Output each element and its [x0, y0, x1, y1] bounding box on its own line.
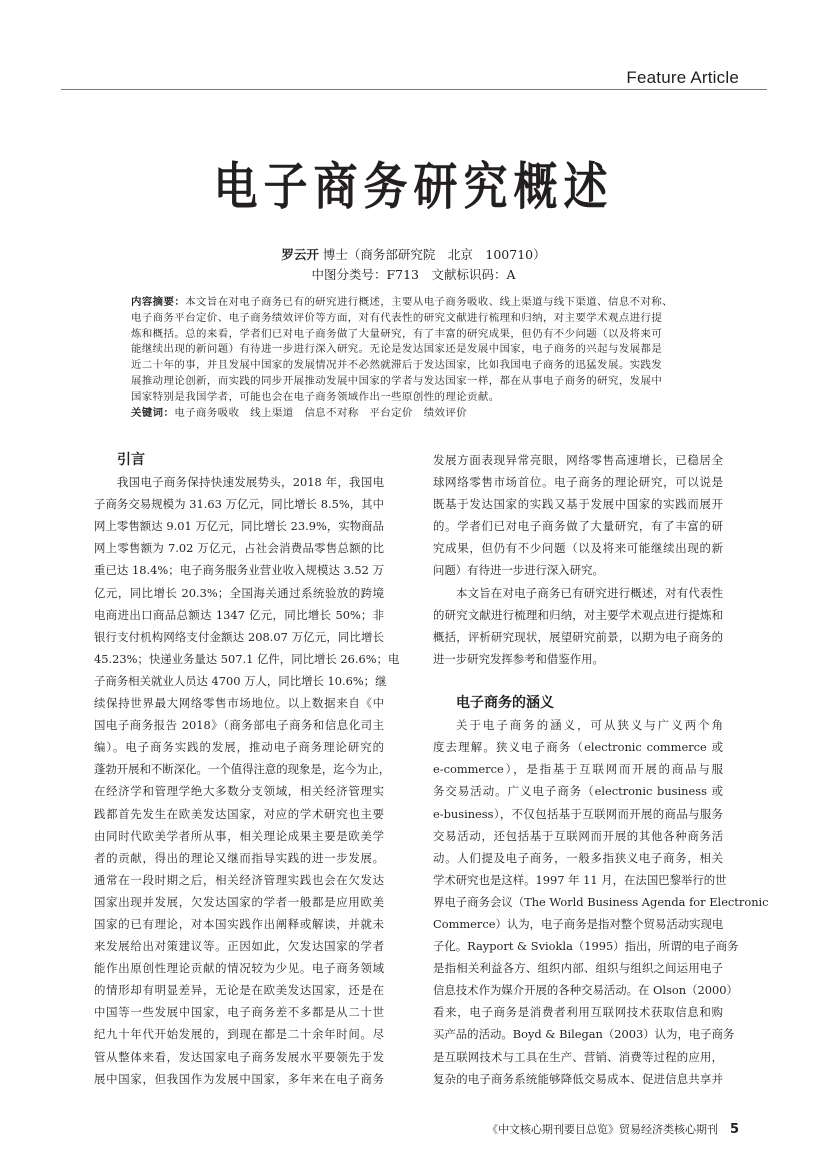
body-text-line: 务交易活动。广义电子商务（electronic business 或: [433, 784, 723, 799]
abstract-label: 内容摘要：: [131, 296, 186, 308]
journal-note: 《中文核心期刊要目总览》贸易经济类核心期刊: [486, 1123, 718, 1136]
body-text-line: 概括，评析研究现状，展望研究前景，以期为电子商务的: [433, 629, 723, 644]
keywords-value: 电子商务吸收 线上渠道 信息不对称 平台定价 绩效评价: [174, 406, 468, 419]
body-text-line: 编）。电子商务实践的发展，推动电子商务理论研究的: [94, 740, 384, 755]
body-text-line: 问题）有待进一步进行深入研究。: [433, 563, 604, 578]
body-text-line: 国家的已有理论，对本国实践作出阐释或解读，并就未: [94, 916, 384, 931]
abstract-line: 展推动理论创新，而实践的同步开展推动发展中国家的学者与发达国家一样，都在从事电子商务的研究，发展中: [131, 374, 663, 387]
abstract-line: 国家特别是我国学者，可能也会在电子商务领域作出一些原创性的理论贡献。: [131, 390, 500, 403]
body-text-line: 的研究文献进行梳理和归纳，对主要学术观点进行提炼和: [433, 607, 723, 622]
header-divider: [61, 89, 767, 90]
section-label: Feature Article: [626, 68, 739, 87]
body-text-line: 关于电子商务的涵义，可从狭义与广义两个角: [456, 718, 723, 733]
abstract-line: 内容摘要：本文旨在对电子商务已有的研究进行概述，主要从电子商务吸收、线上渠道与线下渠道、信息不对称、: [131, 296, 674, 308]
body-text-line: 信息技术作为媒介开展的各种交易活动。在 Olson（2000）: [433, 983, 738, 998]
body-text-line: e-commerce），是指基于互联网而开展的商品与服: [433, 762, 723, 777]
classification-line: 中图分类号：F713 文献标识码：A: [311, 267, 516, 282]
author-name: 罗云开: [281, 247, 319, 262]
abstract-block: [131, 295, 697, 421]
body-text-line: 电商进出口商品总额达 1347 亿元，同比增长 50%；非: [94, 607, 384, 622]
abstract-line: 近二十年的事，并且发展中国家的发展情况并不必然就滞后于发达国家，比如我国电子商务的迅猛发展。实践发: [131, 359, 663, 372]
body-text-line: Commerce）认为，电子商务是指对整个贸易活动实现电: [433, 916, 724, 931]
body-text-line: 买产品的活动。Boyd & Bilegan（2003）认为，电子商务: [433, 1027, 735, 1042]
body-text-line: 重已达 18.4%；电子商务服务业营业收入规模达 3.52 万: [94, 563, 384, 578]
body-text-line: 我国电子商务保持快速发展势头，2018 年，我国电: [117, 475, 384, 490]
body-text-line: 亿元，同比增长 20.3%；全国海关通过系统验放的跨境: [94, 585, 384, 600]
body-text-line: 学术研究也是这样。1997 年 11 月，在法国巴黎举行的世: [433, 872, 727, 887]
body-text-line: 蓬勃开展和不断深化。一个值得注意的现象是，迄今为止，: [94, 762, 391, 777]
body-text-line: 动。人们提及电子商务，一般多指狭义电子商务，相关: [433, 850, 723, 865]
body-text-line: 球网络零售市场首位。电子商务的理论研究，可以说是: [433, 475, 723, 490]
paragraph-spacer: [433, 670, 723, 692]
body-text-line: 网上零售额为 7.02 万亿元，占社会消费品零售总额的比: [94, 541, 384, 556]
page-footer: [487, 1121, 739, 1137]
body-text-line: 看来，电子商务是消费者利用互联网技术获取信息和购: [433, 1005, 723, 1020]
body-text-line: 是互联网技术与工具在生产、营销、消费等过程的应用，: [433, 1049, 723, 1064]
body-text-line: 中国等一些发展中国家，电子商务差不多都是从二十世: [94, 1005, 384, 1020]
left-column: [94, 449, 400, 1090]
page-number: 5: [729, 1122, 739, 1137]
abstract-line: 炼和概括。总的来看，学者们已对电子商务做了大量研究，有了丰富的研究成果，但仍有不少问题（以及将来可: [131, 327, 663, 340]
author-line: [0, 245, 827, 263]
body-text-line: 践都首先发生在欧美发达国家，对应的学术研究也主要: [94, 806, 384, 821]
right-column: [433, 449, 769, 1090]
body-text-line: 既基于发达国家的实践又基于发展中国家的实践而展开: [433, 497, 723, 512]
section-heading-definition: 电子商务的涵义: [456, 695, 554, 712]
body-text-line: 国电子商务报告 2018》（商务部电子商务和信息化司主: [94, 718, 384, 733]
body-text-line: 由同时代欧美学者所从事，相关理论成果主要是欧美学: [94, 828, 384, 843]
body-text-line: 界电子商务会议（The World Business Agenda for Electronic: [433, 894, 769, 909]
body-text-line: 在经济学和管理学绝大多数分支领域，相关经济管理实: [94, 784, 384, 799]
body-text-line: 发展方面表现异常亮眼，网络零售高速增长，已稳居全: [433, 453, 723, 467]
body-text-line: 续保持世界最大网络零售市场地位。以上数据来自《中: [94, 696, 384, 711]
keywords-line: [131, 406, 697, 422]
body-text-line: 是指相关利益各方、组织内部、组织与组织之间运用电子: [433, 961, 723, 976]
abstract-line: 能继续出现的新问题）有待进一步进行深入研究。无论是发达国家还是发展中国家，电子商务的兴起与发展都是: [131, 343, 663, 356]
body-text-line: 来发展给出对策建议等。正因如此，欠发达国家的学者: [94, 939, 384, 954]
body-text-line: 子商务相关就业人员达 4700 万人，同比增长 10.6%；继: [94, 673, 387, 688]
body-text-line: 银行支付机构网络支付金额达 208.07 万亿元，同比增长: [94, 629, 384, 644]
abstract-line: 电子商务平台定价、电子商务绩效评价等方面，对有代表性的研究文献进行梳理和归纳，对主要学术观点进行提: [131, 311, 663, 324]
body-text-line: 纪九十年代开始发展的，到现在都是二十余年时间。尽: [94, 1027, 384, 1042]
body-text-line: 子商务交易规模为 31.63 万亿元，同比增长 8.5%，其中: [94, 497, 384, 512]
author-affiliation: （商务部研究院 北京 100710）: [347, 247, 546, 262]
body-text-line: 45.23%；快递业务量达 507.1 亿件，同比增长 26.6%；电: [94, 651, 400, 666]
body-text-line: 子化。Rayport & Sviokla（1995）指出，所谓的电子商务: [433, 939, 739, 954]
article-title: 电子商务研究概述: [213, 157, 614, 217]
keywords-label: 关键词：: [131, 406, 175, 419]
body-text-line: 通常在一段时期之后，相关经济管理实践也会在欠发达: [94, 872, 384, 887]
body-text-line: 进一步研究发挥参考和借鉴作用。: [433, 651, 604, 666]
body-text-line: 的情形却有明显差异，无论是在欧美发达国家，还是在: [94, 983, 384, 998]
body-text-line: 度去理解。狭义电子商务（electronic commerce 或: [433, 740, 723, 755]
body-text-line: 能作出原创性理论贡献的情况较为少见。电子商务领域: [94, 961, 384, 976]
body-text-line: 展中国家，但我国作为发展中国家，多年来在电子商务: [94, 1071, 384, 1086]
body-text-line: 国家出现并发展，欠发达国家的学者一般都是应用欧美: [94, 894, 384, 909]
body-text-line: 复杂的电子商务系统能够降低交易成本、促进信息共享并: [433, 1071, 723, 1086]
body-text-line: 网上零售额达 9.01 万亿元，同比增长 23.9%，实物商品: [94, 519, 384, 534]
body-text-line: e-business），不仅包括基于互联网而开展的商品与服务: [433, 806, 723, 821]
body-text-line: 者的贡献，得出的理论又继而指导实践的进一步发展。: [94, 850, 384, 865]
body-text-line: 的。学者们已对电子商务做了大量研究，有了丰富的研: [433, 519, 723, 534]
body-text-line: 本文旨在对电子商务已有研究进行概述，对有代表性: [456, 585, 723, 600]
author-degree: 博士: [322, 247, 348, 262]
body-text-line: 管从整体来看，发达国家电子商务发展水平要领先于发: [94, 1049, 384, 1064]
body-text-line: 交易活动，还包括基于互联网而开展的其他各种商务活: [433, 828, 723, 843]
body-text-line: 究成果，但仍有不少问题（以及将来可能继续出现的新: [433, 541, 723, 556]
section-heading-introduction: 引言: [117, 452, 145, 468]
